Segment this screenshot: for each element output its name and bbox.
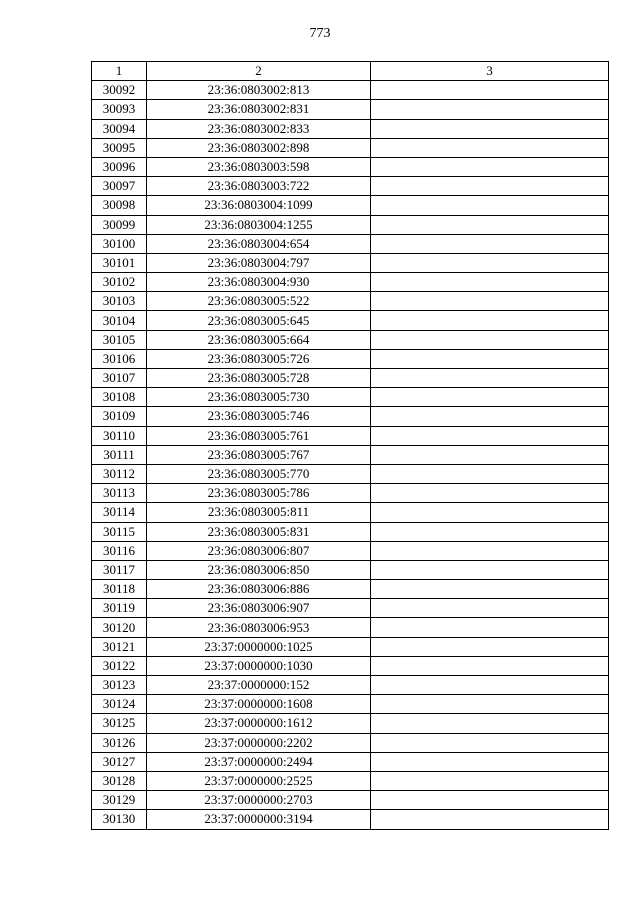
note-cell xyxy=(371,369,609,388)
note-cell xyxy=(371,714,609,733)
note-cell xyxy=(371,560,609,579)
cadastral-number-cell: 23:37:0000000:2525 xyxy=(147,771,371,790)
table-row xyxy=(92,426,609,445)
cadastral-number-cell: 23:37:0000000:152 xyxy=(147,676,371,695)
row-number-cell: 30117 xyxy=(92,560,147,579)
row-number-cell: 30094 xyxy=(92,119,147,138)
row-number-cell: 30110 xyxy=(92,426,147,445)
cadastral-number-cell: 23:36:0803005:767 xyxy=(147,445,371,464)
table-row xyxy=(92,503,609,522)
row-number-cell: 30099 xyxy=(92,215,147,234)
note-cell xyxy=(371,771,609,790)
cadastral-number-cell: 23:36:0803006:886 xyxy=(147,580,371,599)
table-row xyxy=(92,177,609,196)
cadastral-number-cell: 23:36:0803004:1255 xyxy=(147,215,371,234)
row-number-cell: 30116 xyxy=(92,541,147,560)
row-number-cell: 30121 xyxy=(92,637,147,656)
table-row xyxy=(92,81,609,100)
table-row xyxy=(92,464,609,483)
table-row xyxy=(92,196,609,215)
header-row xyxy=(92,62,609,81)
note-cell xyxy=(371,426,609,445)
note-cell xyxy=(371,445,609,464)
note-cell xyxy=(371,656,609,675)
table-row xyxy=(92,407,609,426)
table-row xyxy=(92,580,609,599)
row-number-cell: 30111 xyxy=(92,445,147,464)
row-number-cell: 30122 xyxy=(92,656,147,675)
row-number-cell: 30097 xyxy=(92,177,147,196)
cadastral-number-cell: 23:36:0803002:898 xyxy=(147,138,371,157)
note-cell xyxy=(371,388,609,407)
table-row xyxy=(92,541,609,560)
row-number-cell: 30092 xyxy=(92,81,147,100)
row-number-cell: 30129 xyxy=(92,791,147,810)
table-row xyxy=(92,445,609,464)
note-cell xyxy=(371,330,609,349)
table-row xyxy=(92,676,609,695)
cadastral-number-cell: 23:36:0803005:728 xyxy=(147,369,371,388)
cadastral-number-cell: 23:36:0803005:726 xyxy=(147,349,371,368)
row-number-cell: 30127 xyxy=(92,752,147,771)
cadastral-number-cell: 23:37:0000000:3194 xyxy=(147,810,371,829)
cadastral-number-cell: 23:36:0803006:807 xyxy=(147,541,371,560)
row-number-cell: 30113 xyxy=(92,484,147,503)
table-row xyxy=(92,157,609,176)
table-row xyxy=(92,522,609,541)
cadastral-number-cell: 23:37:0000000:1030 xyxy=(147,656,371,675)
table-row xyxy=(92,138,609,157)
table-row xyxy=(92,810,609,829)
cadastral-number-cell: 23:36:0803004:797 xyxy=(147,253,371,272)
table-row xyxy=(92,695,609,714)
cadastral-number-cell: 23:36:0803006:850 xyxy=(147,560,371,579)
note-cell xyxy=(371,503,609,522)
note-cell xyxy=(371,618,609,637)
row-number-cell: 30120 xyxy=(92,618,147,637)
table-header xyxy=(92,62,609,81)
note-cell xyxy=(371,407,609,426)
cadastral-number-cell: 23:36:0803003:722 xyxy=(147,177,371,196)
table-row xyxy=(92,253,609,272)
row-number-cell: 30119 xyxy=(92,599,147,618)
table-row xyxy=(92,656,609,675)
table-body xyxy=(92,81,609,829)
cadastral-number-cell: 23:37:0000000:2202 xyxy=(147,733,371,752)
cadastral-number-cell: 23:36:0803003:598 xyxy=(147,157,371,176)
table-row xyxy=(92,618,609,637)
note-cell xyxy=(371,580,609,599)
row-number-cell: 30093 xyxy=(92,100,147,119)
note-cell xyxy=(371,695,609,714)
note-cell xyxy=(371,791,609,810)
note-cell xyxy=(371,349,609,368)
page-number: 773 xyxy=(309,26,331,41)
cadastral-number-cell: 23:36:0803004:1099 xyxy=(147,196,371,215)
row-number-cell: 30101 xyxy=(92,253,147,272)
cadastral-number-cell: 23:36:0803004:654 xyxy=(147,234,371,253)
cadastral-number-cell: 23:36:0803005:770 xyxy=(147,464,371,483)
table-row xyxy=(92,215,609,234)
row-number-cell: 30103 xyxy=(92,292,147,311)
table-row xyxy=(92,771,609,790)
note-cell xyxy=(371,157,609,176)
cadastral-number-cell: 23:37:0000000:2494 xyxy=(147,752,371,771)
row-number-cell: 30107 xyxy=(92,369,147,388)
note-cell xyxy=(371,810,609,829)
table-row xyxy=(92,791,609,810)
note-cell xyxy=(371,177,609,196)
cadastral-number-cell: 23:37:0000000:1612 xyxy=(147,714,371,733)
row-number-cell: 30105 xyxy=(92,330,147,349)
row-number-cell: 30123 xyxy=(92,676,147,695)
note-cell xyxy=(371,752,609,771)
cadastral-number-cell: 23:36:0803006:953 xyxy=(147,618,371,637)
cadastral-number-cell: 23:36:0803005:522 xyxy=(147,292,371,311)
table-row xyxy=(92,330,609,349)
table-row xyxy=(92,560,609,579)
row-number-cell: 30130 xyxy=(92,810,147,829)
note-cell xyxy=(371,100,609,119)
cadastral-number-cell: 23:37:0000000:1608 xyxy=(147,695,371,714)
note-cell xyxy=(371,119,609,138)
cadastral-number-cell: 23:36:0803005:730 xyxy=(147,388,371,407)
table-row xyxy=(92,292,609,311)
cadastral-number-cell: 23:37:0000000:1025 xyxy=(147,637,371,656)
cadastral-number-cell: 23:36:0803005:746 xyxy=(147,407,371,426)
cadastral-number-cell: 23:36:0803004:930 xyxy=(147,273,371,292)
note-cell xyxy=(371,484,609,503)
row-number-cell: 30102 xyxy=(92,273,147,292)
note-cell xyxy=(371,81,609,100)
cadastral-number-cell: 23:36:0803005:664 xyxy=(147,330,371,349)
cadastral-number-cell: 23:36:0803002:833 xyxy=(147,119,371,138)
row-number-cell: 30106 xyxy=(92,349,147,368)
note-cell xyxy=(371,138,609,157)
row-number-cell: 30112 xyxy=(92,464,147,483)
row-number-cell: 30126 xyxy=(92,733,147,752)
table-row xyxy=(92,714,609,733)
note-cell xyxy=(371,637,609,656)
table-row xyxy=(92,599,609,618)
row-number-cell: 30108 xyxy=(92,388,147,407)
row-number-cell: 30125 xyxy=(92,714,147,733)
table-row xyxy=(92,349,609,368)
row-number-cell: 30100 xyxy=(92,234,147,253)
row-number-cell: 30118 xyxy=(92,580,147,599)
row-number-cell: 30109 xyxy=(92,407,147,426)
table-row xyxy=(92,234,609,253)
note-cell xyxy=(371,196,609,215)
table-row xyxy=(92,311,609,330)
note-cell xyxy=(371,541,609,560)
note-cell xyxy=(371,253,609,272)
note-cell xyxy=(371,676,609,695)
note-cell xyxy=(371,311,609,330)
table-row xyxy=(92,752,609,771)
cadastral-number-cell: 23:36:0803005:786 xyxy=(147,484,371,503)
row-number-cell: 30095 xyxy=(92,138,147,157)
note-cell xyxy=(371,215,609,234)
row-number-cell: 30124 xyxy=(92,695,147,714)
cadastral-number-cell: 23:36:0803002:813 xyxy=(147,81,371,100)
cadastral-number-cell: 23:37:0000000:2703 xyxy=(147,791,371,810)
note-cell xyxy=(371,522,609,541)
data-table xyxy=(91,61,609,830)
cadastral-number-cell: 23:36:0803006:907 xyxy=(147,599,371,618)
row-number-cell: 30128 xyxy=(92,771,147,790)
cadastral-number-cell: 23:36:0803005:831 xyxy=(147,522,371,541)
cadastral-number-cell: 23:36:0803005:645 xyxy=(147,311,371,330)
note-cell xyxy=(371,273,609,292)
column-header-1: 1 xyxy=(92,62,147,81)
table-row xyxy=(92,100,609,119)
table-row xyxy=(92,273,609,292)
note-cell xyxy=(371,599,609,618)
table-row xyxy=(92,388,609,407)
table-row xyxy=(92,637,609,656)
note-cell xyxy=(371,292,609,311)
note-cell xyxy=(371,234,609,253)
column-header-2: 2 xyxy=(147,62,371,81)
column-header-3: 3 xyxy=(371,62,609,81)
note-cell xyxy=(371,464,609,483)
note-cell xyxy=(371,733,609,752)
cadastral-number-cell: 23:36:0803005:811 xyxy=(147,503,371,522)
table-row xyxy=(92,119,609,138)
row-number-cell: 30104 xyxy=(92,311,147,330)
row-number-cell: 30115 xyxy=(92,522,147,541)
table-row xyxy=(92,733,609,752)
table-row xyxy=(92,369,609,388)
row-number-cell: 30096 xyxy=(92,157,147,176)
cadastral-number-cell: 23:36:0803005:761 xyxy=(147,426,371,445)
row-number-cell: 30114 xyxy=(92,503,147,522)
table-row xyxy=(92,484,609,503)
row-number-cell: 30098 xyxy=(92,196,147,215)
cadastral-number-cell: 23:36:0803002:831 xyxy=(147,100,371,119)
